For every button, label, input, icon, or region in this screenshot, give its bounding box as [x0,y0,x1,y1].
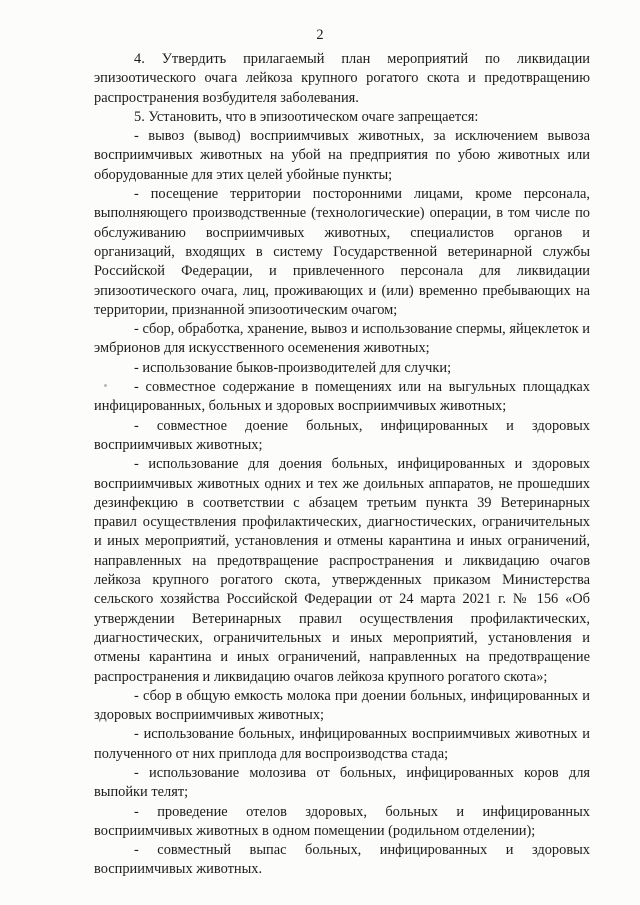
prohibition-sperm-collection: - сбор, обработка, хранение, вывоз и использование спермы, яйцеклеток и эмбрионов для искусственного осеменения животных; [94,321,590,357]
scan-speck [104,384,107,387]
prohibition-joint-grazing: - совместный выпас больных, инфицированных и здоровых восприимчивых животных. [94,842,590,878]
prohibition-common-milk-container: - сбор в общую емкость молока при доении больных, инфицированных и здоровых восприимчивых животных; [94,687,590,724]
prohibition-breeding-use: - использование больных, инфицированных восприимчивых животных и полученного от них приплода для воспроизводства стада; [94,726,590,762]
paragraph-item-4: 4. Утвердить прилагаемый план мероприятий по ликвидации эпизоотического очага лейкоза крупного рогатого скота и предотвращению распространения возбудителя заболевания. [94,51,590,106]
prohibition-export: - вывоз (вывод) восприимчивых животных, за исключением вывоза восприимчивых животных на убой на предприятия по убою животных или оборудованные для этих целей убойные пункты; [94,128,590,183]
prohibition-colostrum-use: - использование молозива от больных, инфицированных коров для выпойки телят; [94,764,590,801]
document-body [94,50,590,880]
prohibition-joint-calving: - проведение отелов здоровых, больных и инфицированных восприимчивых животных в одном помещении (родильном отделении); [94,803,590,839]
page-number: 2 [316,27,324,43]
prohibition-visits: - посещение территории посторонними лицами, кроме персонала, выполняющего производственные (технологические) операции, в том числе по обслуживанию восприимчивых животных, специалистов органов и организаций, входящих в систему Государственной ветеринарной службы Российской Федерации, и привлеченного персонала для ликвидации эпизоотического очага, лиц, проживающих и (или) временно пребывающих на территории, признанной эпизоотическим очагом; [94,186,590,318]
prohibition-joint-milking: - совместное доение больных, инфицированных и здоровых восприимчивых животных; [94,417,590,453]
prohibition-bulls-mating: - использование быков-производителей для случки; [134,359,452,376]
paragraph-item-5: 5. Установить, что в эпизоотическом очаге запрещается: [134,108,479,125]
prohibition-joint-housing: - совместное содержание в помещениях или на выгульных площадках инфицированных, больных и здоровых восприимчивых животных; [94,379,590,415]
prohibition-shared-milking-machines: - использование для доения больных, инфицированных и здоровых восприимчивых животных одних и тех же доильных аппаратов, не прошедших дезинфекцию в соответствии с абзацем третьим пункта 39 Ветеринарных правил осуществления профилактических, диагностических, ограничительных и иных мероприятий, установления и отмены карантина и иных ограничений, направленных на предотвращение распространения и ликвидацию очагов лейкоза крупного рогатого скота, утвержденных приказом Министерства сельского хозяйства Российской Федерации от 24 марта 2021 г. № 156 «Об утверждении Ветеринарных правил осуществления профилактических, диагностических, ограничительных и иных мероприятий, установления и отмены карантина и иных ограничений, направленных на предотвращение распространения и ликвидацию очагов лейкоза крупного рогатого скота»; [94,456,590,685]
